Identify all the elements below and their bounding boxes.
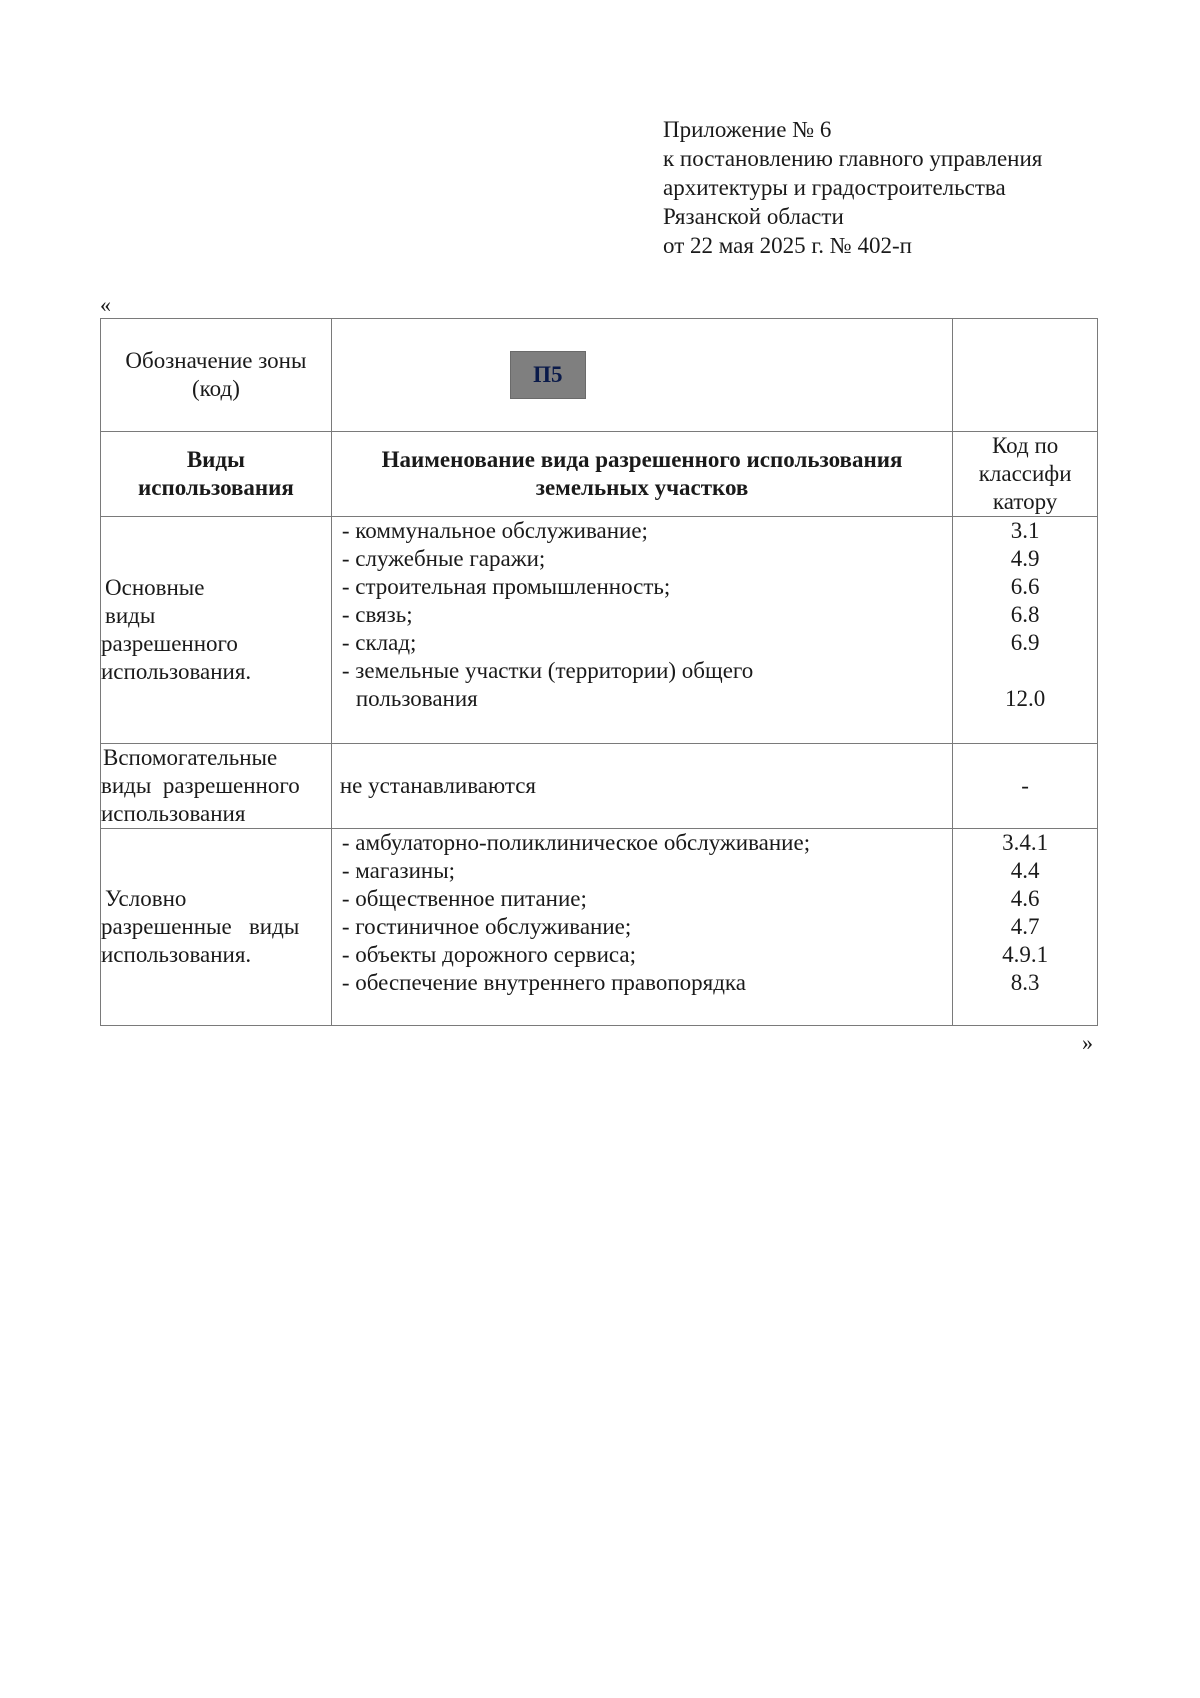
zone-code-badge: П5: [510, 351, 586, 399]
main-uses-codes: [953, 517, 1098, 744]
appendix-date-number: от 22 мая 2025 г. № 402-п: [663, 233, 912, 258]
main-uses-label: Основные виды разрешенного использования.: [101, 517, 332, 744]
opening-quote: «: [100, 292, 111, 317]
classifier-code: 3.1: [1010, 518, 1040, 543]
classifier-code: 6.8: [1010, 602, 1040, 627]
conditional-uses-list: [331, 829, 952, 1026]
classifier-code: 12.0: [1004, 686, 1046, 711]
list-item: - гостиничное обслуживание;: [341, 914, 632, 939]
conditional-uses-codes: [953, 829, 1098, 1026]
empty-cell: [953, 319, 1098, 432]
classifier-code: 4.7: [1010, 914, 1040, 939]
table-row-main-uses: [101, 517, 1098, 744]
zone-code-cell: [331, 319, 952, 432]
list-item: - строительная промышленность;: [341, 574, 671, 599]
auxiliary-uses-label: Вспомогательные виды разрешенного использования: [101, 744, 332, 829]
classifier-code: 4.4: [1010, 858, 1040, 883]
classifier-code: 6.6: [1010, 574, 1040, 599]
closing-quote: »: [1082, 1030, 1093, 1055]
list-item: - коммунальное обслуживание;: [341, 518, 648, 543]
classifier-code: 8.3: [1010, 970, 1040, 995]
column-header-classifier-code: Код по классифи катору: [953, 432, 1098, 517]
list-item: - связь;: [341, 602, 413, 627]
zone-label: Обозначение зоны: [125, 348, 307, 373]
classifier-code: 4.9.1: [1002, 942, 1049, 967]
list-item: - общественное питание;: [341, 886, 587, 911]
list-item: - магазины;: [341, 858, 456, 883]
appendix-ref-line: архитектуры и градостроительства: [663, 175, 1006, 200]
list-item-continuation: пользования: [355, 686, 478, 711]
column-header-usage-type: Виды использования: [101, 432, 332, 517]
classifier-code: 3.4.1: [1002, 830, 1049, 855]
main-uses-list: [331, 517, 952, 744]
zone-regulations-table: [100, 318, 1098, 1026]
appendix-header: [663, 115, 1042, 260]
auxiliary-uses-value: не устанавливаются: [331, 744, 952, 829]
zone-row: [101, 319, 1098, 432]
classifier-code: 4.9: [1010, 546, 1040, 571]
list-item: - объекты дорожного сервиса;: [341, 942, 637, 967]
classifier-code: 6.9: [1010, 630, 1040, 655]
list-item: - амбулаторно-поликлиническое обслуживание;: [341, 830, 811, 855]
table-row-conditional-uses: [101, 829, 1098, 1026]
list-item: - склад;: [341, 630, 417, 655]
list-item: - земельные участки (территории) общего: [341, 658, 754, 683]
list-item: - обеспечение внутреннего правопорядка: [341, 970, 746, 995]
table-header-row: [101, 432, 1098, 517]
appendix-ref-line: к постановлению главного управления: [663, 146, 1043, 171]
spacer: [953, 657, 1097, 685]
table-row-auxiliary-uses: [101, 744, 1098, 829]
auxiliary-uses-code: -: [953, 744, 1098, 829]
zone-label: (код): [191, 376, 240, 401]
column-header-usage-name: Наименование вида разрешенного использования земельных участков: [331, 432, 952, 517]
appendix-title: Приложение № 6: [663, 117, 832, 142]
classifier-code: 4.6: [1010, 886, 1040, 911]
list-item: - служебные гаражи;: [341, 546, 546, 571]
appendix-ref-line: Рязанской области: [663, 204, 844, 229]
conditional-uses-label: Условно разрешенные виды использования.: [101, 829, 332, 1026]
zone-label-cell: [101, 319, 332, 432]
